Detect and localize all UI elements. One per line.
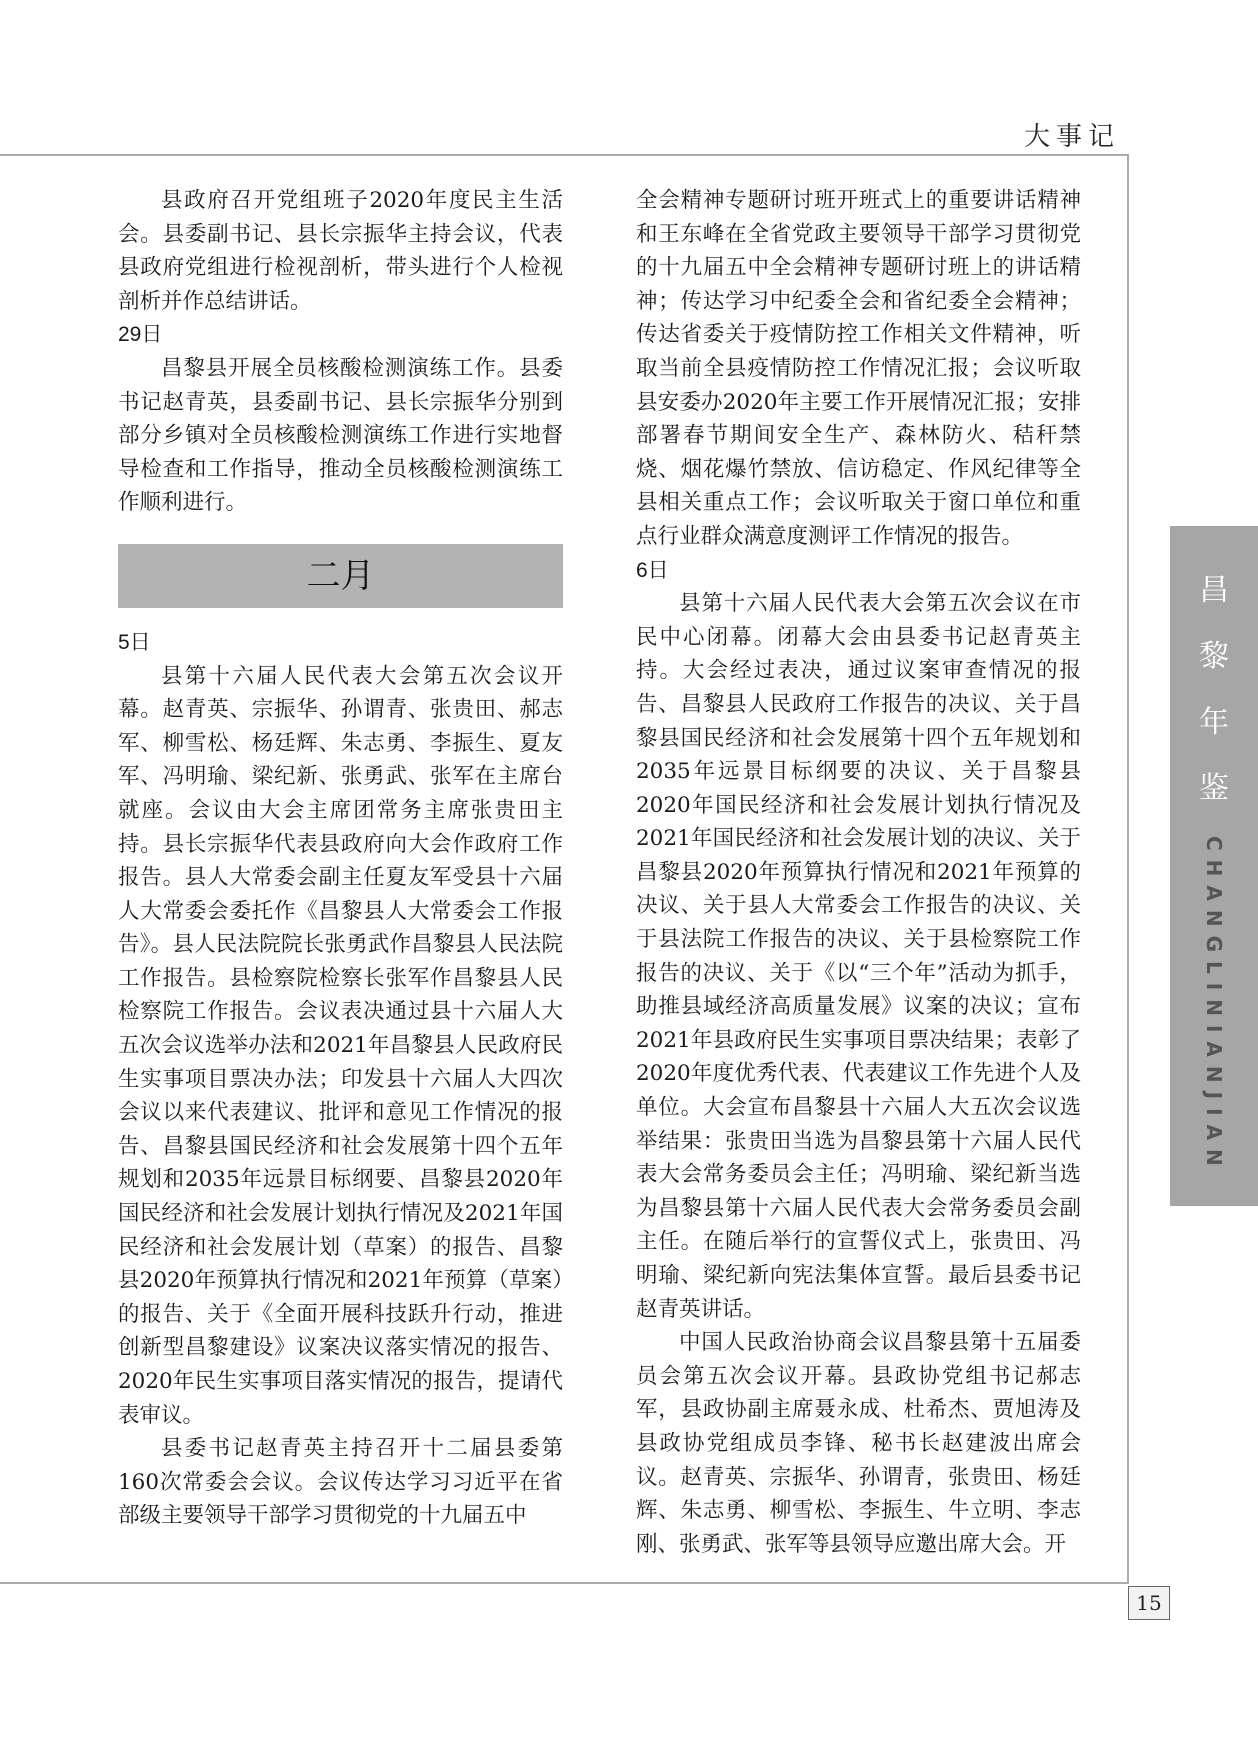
left-column — [118, 184, 563, 1533]
paragraph-standing-committee-meeting: 县委书记赵青英主持召开十二届县委第160次常委会会议。会议传达学习习近平在省部级主要领导干部学习贯彻党的十九届五中 — [118, 1436, 563, 1529]
month-banner-february: 二月 — [118, 544, 563, 608]
paragraph-congress-opening: 县第十六届人民代表大会第五次会议开幕。赵青英、宗振华、孙谓青、张贵田、郝志军、柳雪松、杨廷辉、朱志勇、李振生、夏友军、冯明瑜、梁纪新、张勇武、张军在主席台就座。会议由大会主席团常务主席张贵田主持。县长宗振华代表县政府向大会作政府工作报告。县人大常委会副主任夏友军受县十六届人大常委会委托作《昌黎县人大常委会工作报告》。县人民法院院长张勇武作昌黎县人民法院工作报告。县检察院检察长张军作昌黎县人民检察院工作报告。会议表决通过县十六届人大五次会议选举办法和2021年昌黎县人民政府民生实事项目票决办法；印发县十六届人大四次会议以来代表建议、批评和意见工作情况的报告、昌黎县国民经济和社会发展第十四个五年规划和2035年远景目标纲要、昌黎县2020年国民经济和社会发展计划执行情况及2021年国民经济和社会发展计划（草案）的报告、昌黎县2020年预算执行情况和2021年预算（草案）的报告、关于《全面开展科技跃升行动，推进创新型昌黎建设》议案决议落实情况的报告、2020年民生实事项目落实情况的报告，提请代表审议。 — [118, 663, 563, 1428]
paragraph-democratic-life-meeting: 县政府召开党组班子2020年度民主生活会。县委副书记、县长宗振华主持会议，代表县政府党组进行检视剖析，带头进行个人检视剖析并作总结讲话。 — [118, 188, 563, 314]
side-tab-char: 黎 — [1199, 639, 1229, 674]
frame-bottom-rule — [0, 1582, 1129, 1584]
date-5: 5日 — [118, 630, 151, 654]
paragraph-congress-closing: 县第十六届人民代表大会第五次会议在市民中心闭幕。闭幕大会由县委书记赵青英主持。大会经过表决，通过议案审查情况的报告、昌黎县人民政府工作报告的决议、关于昌黎县国民经济和社会发展第十四个五年规划和2035年远景目标纲要的决议、关于昌黎县2020年国民经济和社会发展计划执行情况及2021年国民经济和社会发展计划的决议、关于昌黎县2020年预算执行情况和2021年预算的决议、关于县人大常委会工作报告的决议、关于县法院工作报告的决议、关于县检察院工作报告的决议、关于《以“三个年”活动为抓手，助推县域经济高质量发展》议案的决议；宣布2021年县政府民生实事项目票决结果；表彰了2020年度优秀代表、代表建议工作先进个人及单位。大会宣布昌黎县十六届人大五次会议选举结果：张贵田当选为昌黎县第十六届人民代表大会常务委员会主任；冯明瑜、梁纪新当选为昌黎县第十六届人民代表大会常务委员会副主任。在随后举行的宣誓仪式上，张贵田、冯明瑜、梁纪新向宪法集体宣誓。最后县委书记赵青英讲话。 — [636, 591, 1081, 1322]
side-tab-chinese-title — [1170, 526, 1258, 822]
date-6: 6日 — [636, 558, 669, 582]
right-column — [636, 184, 1081, 1561]
side-tab-char: 年 — [1199, 705, 1229, 740]
side-tab-char: 鉴 — [1199, 771, 1229, 806]
paragraph-nucleic-acid-drill: 昌黎县开展全员核酸检测演练工作。县委书记赵青英，县委副书记、县长宗振华分别到部分乡镇对全员核酸检测演练工作进行实地督导检查和工作指导，推动全员核酸检测演练工作顺利进行。 — [118, 355, 563, 516]
section-label: 大事记 — [1023, 122, 1120, 152]
yearbook-side-tab — [1170, 526, 1258, 1206]
date-29: 29日 — [118, 323, 163, 347]
frame-top-rule — [0, 154, 1129, 156]
paragraph-cppcc-opening: 中国人民政治协商会议昌黎县第十五届委员会第五次会议开幕。县政协党组书记郝志军，县政协副主席聂永成、杜希杰、贾旭涛及县政协党组成员李锋、秘书长赵建波出席会议。赵青英、宗振华、孙谓青，张贵田、杨廷辉、朱志勇、柳雪松、李振生、牛立明、李志刚、张勇武、张军等县领导应邀出席大会。开 — [636, 1330, 1081, 1557]
paragraph-standing-committee-continued: 全会精神专题研讨班开班式上的重要讲话精神和王东峰在全省党政主要领导干部学习贯彻党的十九届五中全会精神专题研讨班上的讲话精神；传达学习中纪委全会和省纪委全会精神；传达省委关于疫情防控工作相关文件精神，听取当前全县疫情防控工作情况汇报；会议听取县安委办2020年主要工作开展情况汇报；安排部署春节期间安全生产、森林防火、秸秆禁烧、烟花爆竹禁放、信访稳定、作风纪律等全县相关重点工作；会议听取关于窗口单位和重点行业群众满意度测评工作情况的报告。 — [636, 188, 1081, 549]
page-number: 15 — [1128, 1586, 1170, 1620]
side-tab-char: 昌 — [1199, 573, 1229, 608]
frame-right-rule — [1127, 154, 1129, 1584]
side-tab-latin-title: CHANGLINIANJIAN — [1202, 836, 1226, 1175]
